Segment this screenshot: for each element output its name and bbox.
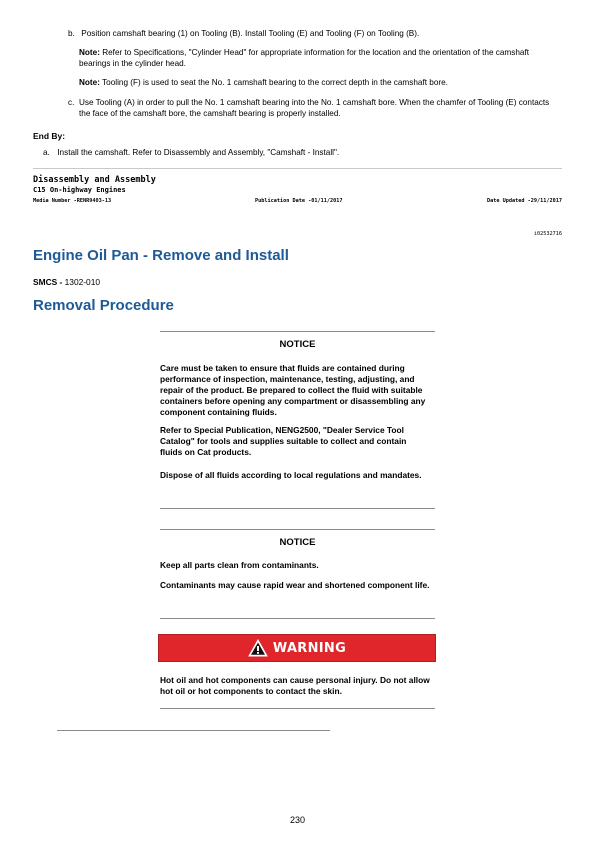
reference-id: i02532716 xyxy=(533,231,562,237)
notice-bottom-rule xyxy=(160,508,435,509)
note-2 xyxy=(79,78,559,89)
smcs-line xyxy=(33,277,100,287)
doc-title: Disassembly and Assembly xyxy=(33,175,156,185)
publication-date: Publication Date -01/11/2017 xyxy=(255,198,343,204)
smcs-code: 1302-010 xyxy=(62,277,101,287)
step-b xyxy=(68,29,568,40)
notice-paragraph: Contaminants may cause rapid wear and shortened component life. xyxy=(160,580,430,590)
smcs-label: SMCS - xyxy=(33,277,63,287)
notice-top-rule xyxy=(160,529,435,530)
step-text: Install the camshaft. Refer to Disassembly and Assembly, "Camshaft - Install". xyxy=(57,148,340,157)
warning-text: Hot oil and hot components can cause personal injury. Do not allow hot oil or hot components to contact the skin. xyxy=(160,675,430,696)
section-title: Removal Procedure xyxy=(33,297,174,314)
notice-paragraph: Keep all parts clean from contaminants. xyxy=(160,560,319,570)
end-by-heading: End By: xyxy=(33,131,66,141)
notice-bottom-rule xyxy=(160,618,435,619)
footnote-rule xyxy=(57,730,330,731)
step-marker: a. xyxy=(43,148,50,157)
note-label: Note: xyxy=(79,48,100,57)
notice-title: NOTICE xyxy=(279,537,316,548)
date-updated: Date Updated -29/11/2017 xyxy=(487,198,562,204)
note-1 xyxy=(79,48,559,69)
notice-paragraph: Care must be taken to ensure that fluids are contained during performance of inspection, maintenance, testing, adjusting, and repair of the product. Be prepared to collect the fluid with suitable containers before opening any compartment or disassembling any component containing fluids. xyxy=(160,363,426,417)
step-text: Position camshaft bearing (1) on Tooling (B). Install Tooling (E) and Tooling (F) on Tooling (B). xyxy=(81,29,420,38)
step-marker: b. xyxy=(68,29,75,38)
divider xyxy=(33,168,562,169)
warning-label: WARNING xyxy=(272,640,347,656)
page-number: 230 xyxy=(289,815,306,825)
warning-banner xyxy=(158,634,436,662)
page-title: Engine Oil Pan - Remove and Install xyxy=(33,247,289,264)
notice-paragraph: Dispose of all fluids according to local regulations and mandates. xyxy=(160,470,422,480)
notice-title: NOTICE xyxy=(279,339,316,350)
step-text: Use Tooling (A) in order to pull the No. 1 camshaft bearing into the No. 1 camshaft bore. When the chamfer of Tooling (E) contacts the face of the camshaft bore, the camshaft bearing is properly installed. xyxy=(79,98,550,118)
media-number: Media Number -RENR9403-13 xyxy=(33,198,112,204)
notice-top-rule xyxy=(160,331,435,332)
warning-triangle-icon xyxy=(248,639,268,657)
step-c xyxy=(68,98,560,119)
doc-subtitle: C15 On-highway Engines xyxy=(33,186,126,194)
warning-bottom-rule xyxy=(160,708,435,709)
notice-paragraph: Refer to Special Publication, NENG2500, "Dealer Service Tool Catalog" for tools and supplies suitable to collect and contain fluids on Cat products. xyxy=(160,425,407,457)
note-text: Refer to Specifications, "Cylinder Head" for appropriate information for the location and the orientation of the camshaft bearings in the cylinder head. xyxy=(79,48,529,68)
end-by-step xyxy=(43,148,543,159)
step-marker: c. xyxy=(68,98,75,107)
note-label: Note: xyxy=(79,78,100,87)
note-text: Tooling (F) is used to seat the No. 1 camshaft bearing to the correct depth in the camshaft bore. xyxy=(99,78,448,87)
